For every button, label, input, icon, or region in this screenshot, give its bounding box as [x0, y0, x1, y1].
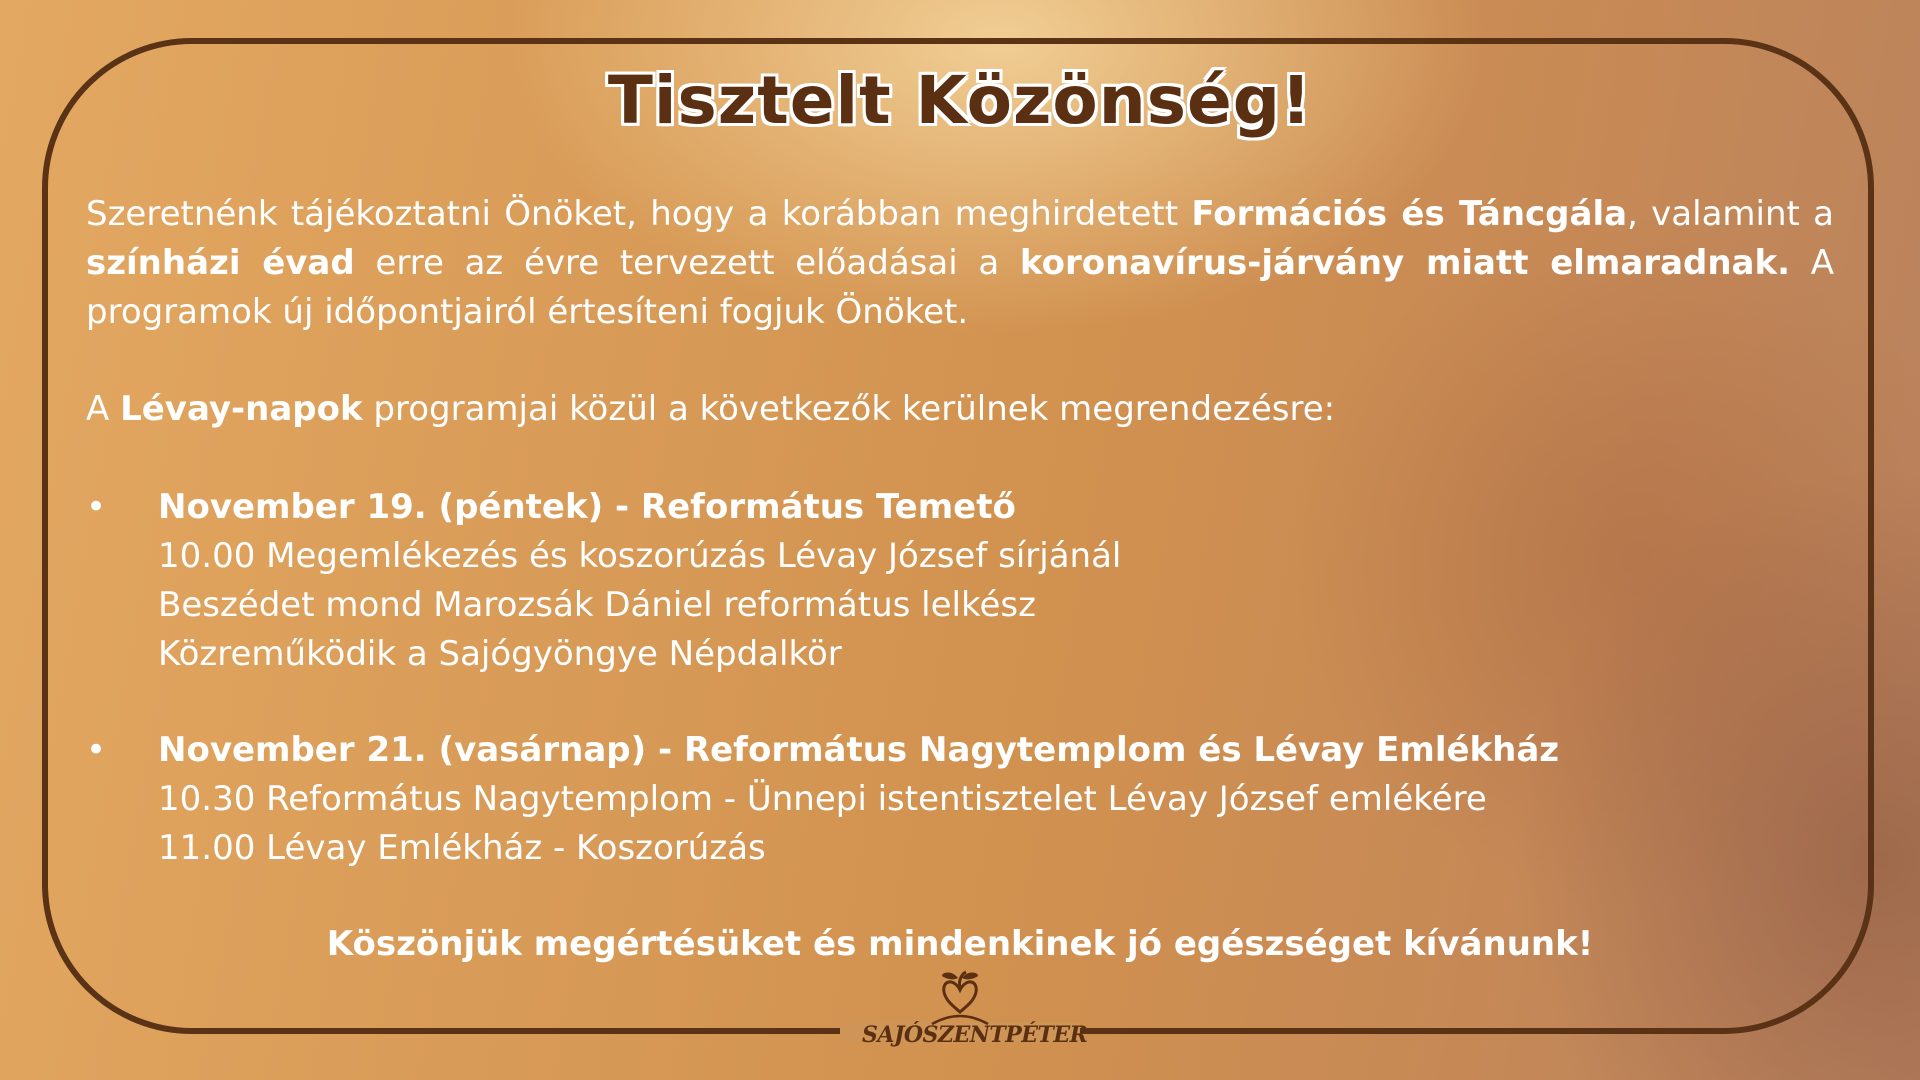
- intro-bold-covid: koronavírus-járvány miatt elmaradnak.: [1019, 243, 1791, 283]
- intro-text-2: , valamint a: [1627, 194, 1834, 234]
- intro-bold-gala: Formációs és Táncgála: [1191, 194, 1628, 234]
- city-logo: [862, 968, 1088, 1058]
- program-intro-text-1: A: [86, 389, 121, 429]
- intro-text-4: A programok új időpontjairól értesíteni fogjuk Önöket.: [86, 243, 1834, 332]
- event-line: Közreműködik a Sajógyöngye Népdalkör: [158, 634, 842, 674]
- bullet-icon: •: [86, 730, 107, 770]
- intro-bold-season: színházi évad: [86, 243, 355, 283]
- program-intro-bold: Lévay-napok: [120, 389, 363, 429]
- event-line: 10.00 Megemlékezés és koszorúzás Lévay József sírjánál: [158, 536, 1122, 576]
- program-intro-text-2: programjai közül a következők kerülnek megrendezésre:: [362, 389, 1336, 429]
- page-title: Tisztelt Közönség!: [607, 62, 1313, 139]
- intro-text-1: Szeretnénk tájékoztatni Önöket, hogy a korábban meghirdetett: [86, 194, 1192, 234]
- closing-message: Köszönjük megértésüket és mindenkinek jó egészséget kívánunk!: [326, 924, 1594, 964]
- event-heading: November 19. (péntek) - Református Temető: [158, 487, 1016, 527]
- event-item: [158, 483, 1838, 679]
- program-intro: [86, 385, 1834, 434]
- event-item: [158, 726, 1838, 873]
- event-line: 11.00 Lévay Emlékház - Koszorúzás: [158, 828, 766, 868]
- event-heading: November 21. (vasárnap) - Református Nagytemplom és Lévay Emlékház: [158, 730, 1560, 770]
- apple-heart-icon: [862, 968, 1058, 1028]
- logo-text: SAJÓSZENTPÉTER: [862, 1022, 1088, 1048]
- intro-text-3: erre az évre tervezett előadásai a: [354, 243, 1020, 283]
- event-line: Beszédet mond Marozsák Dániel református lelkész: [158, 585, 1036, 625]
- bullet-icon: •: [86, 487, 107, 527]
- event-line: 10.30 Református Nagytemplom - Ünnepi istentisztelet Lévay József emlékére: [158, 779, 1487, 819]
- intro-paragraph: [86, 190, 1834, 337]
